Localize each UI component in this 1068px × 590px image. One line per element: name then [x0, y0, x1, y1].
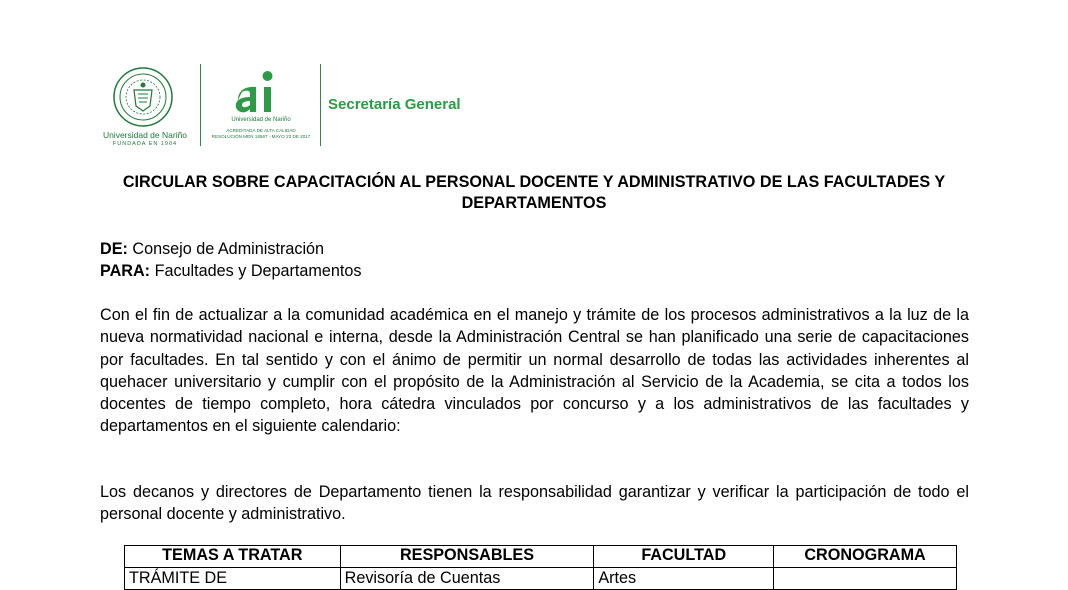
table-cell: [774, 568, 957, 590]
to-label: PARA:: [100, 262, 151, 280]
header-topics: TEMAS A TRATAR: [125, 546, 341, 568]
department-name: Secretaría General: [328, 96, 461, 113]
table-cell: Revisoría de Cuentas: [340, 568, 594, 590]
from-line: [100, 238, 362, 260]
accreditation-text: [206, 128, 316, 140]
header-responsible: RESPONSABLES: [340, 546, 594, 568]
resolution-line: RESOLUCIÓN MEN 18567 - MAYO 23 DE 2017: [211, 134, 311, 139]
schedule-table: [124, 545, 957, 590]
document-title: CIRCULAR SOBRE CAPACITACIÓN AL PERSONAL DOCENTE Y ADMINISTRATIVO DE LAS FACULTADES Y DEPARTAMENTOS: [122, 173, 946, 212]
divider: [200, 64, 201, 146]
table-cell: Artes: [594, 568, 774, 590]
from-label: DE:: [100, 240, 128, 258]
body-paragraph: Los decanos y directores de Departamento tienen la responsabilidad garantizar y verificar la participación de todo el personal docente y administrativo.: [100, 483, 969, 524]
letterhead: [100, 62, 520, 152]
table-cell: TRÁMITE DE: [125, 568, 341, 590]
accreditation-line: ACREDITADA DE ALTA CALIDAD: [226, 128, 296, 133]
to-value: Facultades y Departamentos: [154, 262, 362, 280]
to-line: [100, 260, 362, 282]
table-row: [125, 568, 957, 590]
header-faculty: FACULTAD: [594, 546, 774, 568]
table-header-row: [125, 546, 957, 568]
divider: [320, 64, 321, 146]
university-name: Universidad de Nariño: [102, 130, 188, 140]
ai-logo-subtitle: Universidad de Nariño: [231, 117, 291, 123]
from-value: Consejo de Administración: [132, 240, 325, 258]
ai-logo-icon: [228, 62, 290, 120]
header-schedule: CRONOGRAMA: [774, 546, 957, 568]
routing-block: [100, 238, 362, 282]
body-paragraph: Con el fin de actualizar a la comunidad académica en el manejo y trámite de los procesos administrativos a la luz de la nueva normatividad nacional e interna, desde la Administración Central se han planificado una serie de capacitaciones por facultades. En tal sentido y con el ánimo de permitir un normal desarrollo de todas las actividades inherentes al quehacer universitario y cumplir con el propósito de la Administración al Servicio de la Academia, se cita a todos los docentes de tiempo completo, hora cátedra vinculados por concurso y a los administrativos de las facultades y departamentos en el siguiente calendario:: [100, 306, 969, 436]
founded-text: FUNDADA EN 1904: [112, 141, 178, 147]
university-seal-icon: [112, 66, 174, 128]
